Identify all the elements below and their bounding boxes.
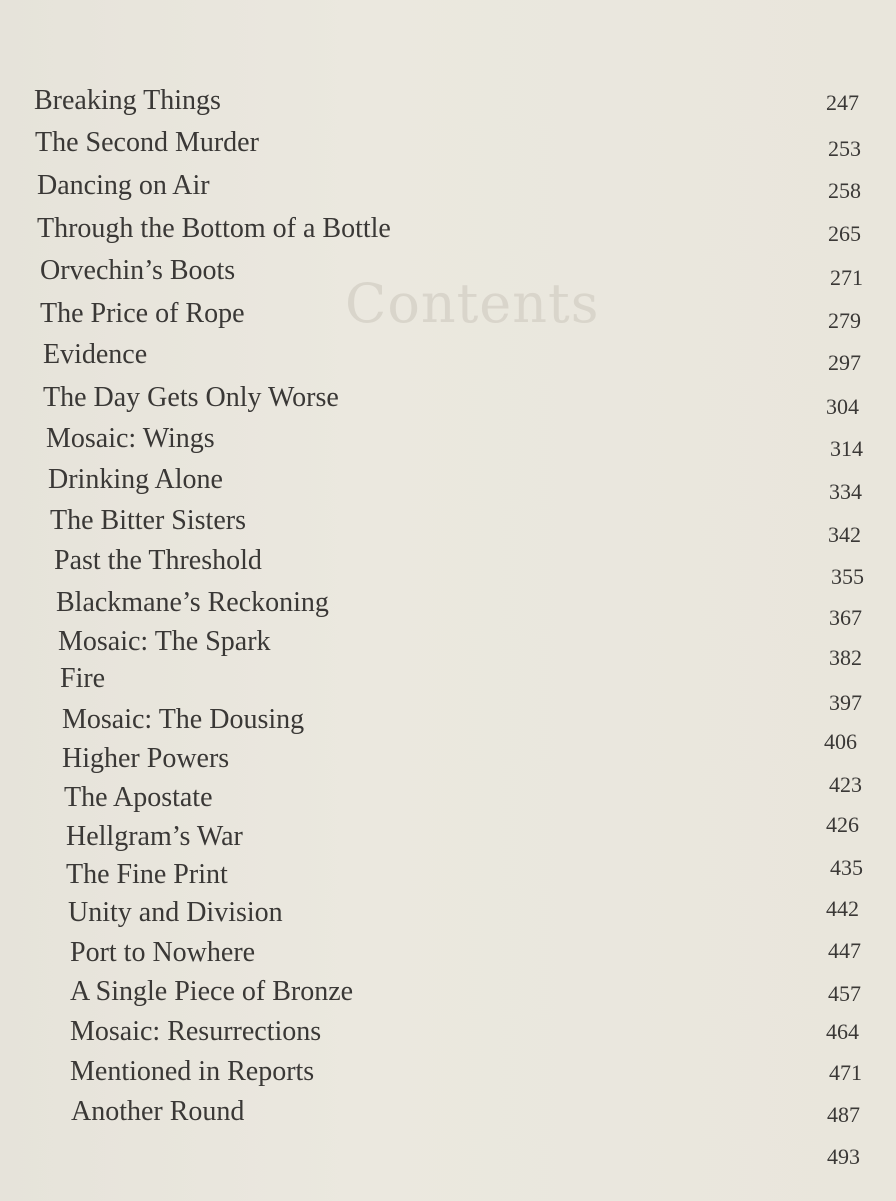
- toc-entry-title: A Single Piece of Bronze: [70, 976, 354, 1007]
- toc-entry-page: 314: [830, 436, 863, 461]
- toc-entry-page: 265: [828, 221, 861, 246]
- toc-entry-title: Mosaic: Wings: [46, 423, 215, 454]
- toc-entry-title: Fire: [60, 663, 106, 694]
- toc-entry-title: The Bitter Sisters: [50, 505, 246, 536]
- toc-entry-page: 423: [829, 772, 862, 797]
- toc-entry-page: 426: [826, 812, 859, 837]
- toc-entry-page: 253: [828, 136, 861, 161]
- toc-entry-page: 397: [829, 690, 862, 715]
- toc-entry-title: Breaking Things: [34, 85, 221, 116]
- toc-entry-title: Orvechin’s Boots: [40, 255, 236, 286]
- toc-entry-title: Dancing on Air: [37, 170, 210, 201]
- toc-entry-title: Port to Nowhere: [70, 937, 256, 968]
- toc-entry-page: 442: [826, 896, 859, 921]
- toc-entry-page: 271: [830, 265, 863, 290]
- toc-entry-title: Mentioned in Reports: [70, 1056, 315, 1087]
- toc-entry-page: 435: [830, 855, 863, 880]
- toc-entry-title: Higher Powers: [62, 743, 230, 774]
- toc-entry-title: Another Round: [71, 1096, 245, 1127]
- toc-entry-page: 493: [827, 1144, 860, 1169]
- toc-entry-page: 304: [826, 394, 859, 419]
- toc-entry-page: 487: [827, 1102, 860, 1127]
- toc-entry-page: 334: [829, 479, 862, 504]
- toc-entry-title: Mosaic: The Dousing: [62, 704, 305, 735]
- toc-entry-title: The Day Gets Only Worse: [43, 382, 339, 413]
- toc-entry-page: 355: [831, 564, 864, 589]
- toc-entry-title: The Second Murder: [35, 127, 259, 158]
- toc-entry-title: Hellgram’s War: [66, 821, 243, 852]
- toc-entry-page: 367: [829, 605, 862, 630]
- toc-entry-title: Through the Bottom of a Bottle: [37, 213, 391, 244]
- toc-entry-page: 297: [828, 350, 861, 375]
- bleed-through-heading: Contents: [345, 272, 600, 335]
- toc-entry-page: 279: [828, 308, 861, 333]
- toc-entry-title: Drinking Alone: [48, 464, 223, 495]
- toc-entry-page: 342: [828, 522, 861, 547]
- toc-entry-title: Past the Threshold: [54, 545, 262, 576]
- toc-entry-page: 464: [826, 1019, 859, 1044]
- toc-entry-page: 258: [828, 178, 861, 203]
- toc-entry-page: 447: [828, 938, 861, 963]
- toc-entry-page: 471: [829, 1060, 862, 1085]
- toc-entry-title: Mosaic: The Spark: [58, 626, 271, 657]
- toc-entry-title: Mosaic: Resurrections: [70, 1016, 322, 1047]
- toc-entry-page: 457: [828, 981, 861, 1006]
- toc-entry-title: The Apostate: [64, 782, 213, 813]
- toc-entry-title: The Price of Rope: [40, 298, 245, 329]
- toc-entry-page: 406: [824, 729, 857, 754]
- toc-entry-page: 247: [826, 90, 859, 115]
- toc-entry-title: Blackmane’s Reckoning: [56, 587, 329, 618]
- toc-entry-title: The Fine Print: [66, 859, 228, 890]
- toc-entry-title: Evidence: [43, 339, 148, 370]
- toc-entry-page: 382: [829, 645, 862, 670]
- toc-entry-title: Unity and Division: [68, 897, 283, 928]
